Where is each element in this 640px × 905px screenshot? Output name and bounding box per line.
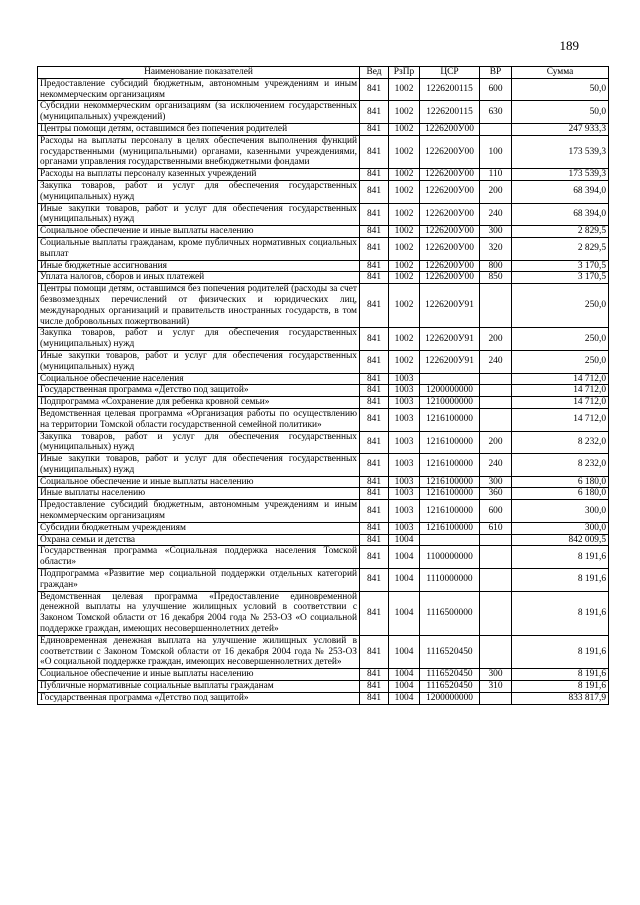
cell-rzpr: 1004 bbox=[389, 569, 420, 592]
cell-name: Государственная программа «Детство под защитой» bbox=[38, 385, 360, 397]
cell-name: Иные закупки товаров, работ и услуг для обеспечения государственных (муниципальных) нужд bbox=[38, 350, 360, 373]
cell-vr: 630 bbox=[480, 101, 512, 124]
table-row bbox=[38, 397, 609, 409]
cell-rzpr: 1003 bbox=[389, 522, 420, 534]
table-row bbox=[38, 272, 609, 284]
cell-ved: 841 bbox=[360, 522, 389, 534]
cell-csr: 1216100000 bbox=[420, 500, 480, 523]
cell-name: Социальные выплаты гражданам, кроме публичных нормативных социальных выплат bbox=[38, 237, 360, 260]
cell-name: Иные выплаты населению bbox=[38, 488, 360, 500]
cell-sum: 173 539,3 bbox=[512, 135, 609, 168]
cell-sum: 8 232,0 bbox=[512, 454, 609, 477]
cell-csr: 1216100000 bbox=[420, 522, 480, 534]
cell-ved: 841 bbox=[360, 203, 389, 226]
cell-name: Ведомственная целевая программа «Организация работы по осуществлению на территории Томской области государственной семейной политики» bbox=[38, 408, 360, 431]
cell-csr: 1226200У91 bbox=[420, 284, 480, 328]
cell-name: Социальное обеспечение и иные выплаты населению bbox=[38, 476, 360, 488]
cell-csr: 1226200У00 bbox=[420, 237, 480, 260]
cell-vr: 600 bbox=[480, 500, 512, 523]
cell-sum: 14 712,0 bbox=[512, 373, 609, 385]
cell-vr bbox=[480, 373, 512, 385]
cell-vr: 800 bbox=[480, 260, 512, 272]
column-header-rzpr: РзПр bbox=[389, 67, 420, 79]
cell-vr bbox=[480, 692, 512, 704]
cell-ved: 841 bbox=[360, 431, 389, 454]
cell-rzpr: 1002 bbox=[389, 272, 420, 284]
table-row bbox=[38, 454, 609, 477]
cell-ved: 841 bbox=[360, 237, 389, 260]
cell-sum: 300,0 bbox=[512, 522, 609, 534]
cell-rzpr: 1003 bbox=[389, 488, 420, 500]
cell-rzpr: 1003 bbox=[389, 373, 420, 385]
cell-rzpr: 1002 bbox=[389, 226, 420, 238]
cell-sum: 8 191,6 bbox=[512, 569, 609, 592]
cell-vr: 240 bbox=[480, 203, 512, 226]
cell-csr: 1226200115 bbox=[420, 101, 480, 124]
table-row bbox=[38, 476, 609, 488]
cell-csr: 1116520450 bbox=[420, 669, 480, 681]
cell-rzpr: 1004 bbox=[389, 692, 420, 704]
cell-name: Государственная программа «Социальная поддержка населения Томской области» bbox=[38, 546, 360, 569]
cell-name: Закупка товаров, работ и услуг для обеспечения государственных (муниципальных) нужд bbox=[38, 180, 360, 203]
cell-sum: 250,0 bbox=[512, 328, 609, 351]
table-row bbox=[38, 123, 609, 135]
cell-name: Субсидии некоммерческим организациям (за исключением государственных (муниципальных) учреждений) bbox=[38, 101, 360, 124]
cell-rzpr: 1002 bbox=[389, 78, 420, 101]
table-body bbox=[38, 78, 609, 704]
cell-csr: 1226200У00 bbox=[420, 226, 480, 238]
cell-sum: 8 191,6 bbox=[512, 546, 609, 569]
cell-ved: 841 bbox=[360, 546, 389, 569]
cell-ved: 841 bbox=[360, 500, 389, 523]
table-row bbox=[38, 500, 609, 523]
cell-name: Иные закупки товаров, работ и услуг для обеспечения государственных (муниципальных) нужд bbox=[38, 203, 360, 226]
cell-sum: 2 829,5 bbox=[512, 226, 609, 238]
cell-ved: 841 bbox=[360, 692, 389, 704]
cell-name: Иные бюджетные ассигнования bbox=[38, 260, 360, 272]
cell-name: Субсидии бюджетным учреждениям bbox=[38, 522, 360, 534]
cell-sum: 250,0 bbox=[512, 350, 609, 373]
table-row bbox=[38, 78, 609, 101]
cell-ved: 841 bbox=[360, 328, 389, 351]
cell-ved: 841 bbox=[360, 591, 389, 635]
cell-vr: 600 bbox=[480, 78, 512, 101]
cell-csr: 1216100000 bbox=[420, 476, 480, 488]
cell-csr: 1226200115 bbox=[420, 78, 480, 101]
cell-vr: 300 bbox=[480, 226, 512, 238]
cell-rzpr: 1003 bbox=[389, 385, 420, 397]
cell-vr: 310 bbox=[480, 681, 512, 693]
cell-sum: 50,0 bbox=[512, 101, 609, 124]
cell-ved: 841 bbox=[360, 534, 389, 546]
cell-csr: 1226200У00 bbox=[420, 180, 480, 203]
cell-csr: 1226200У91 bbox=[420, 350, 480, 373]
page-number: 189 bbox=[559, 38, 579, 53]
table-row bbox=[38, 408, 609, 431]
cell-ved: 841 bbox=[360, 101, 389, 124]
cell-csr: 1226200У00 bbox=[420, 169, 480, 181]
table-row bbox=[38, 203, 609, 226]
cell-rzpr: 1002 bbox=[389, 180, 420, 203]
column-header-name: Наименование показателей bbox=[38, 67, 360, 79]
cell-vr: 850 bbox=[480, 272, 512, 284]
cell-vr: 200 bbox=[480, 431, 512, 454]
cell-ved: 841 bbox=[360, 397, 389, 409]
cell-name: Социальное обеспечение населения bbox=[38, 373, 360, 385]
cell-rzpr: 1004 bbox=[389, 534, 420, 546]
cell-csr: 1200000000 bbox=[420, 385, 480, 397]
cell-ved: 841 bbox=[360, 350, 389, 373]
cell-ved: 841 bbox=[360, 476, 389, 488]
cell-sum: 842 009,5 bbox=[512, 534, 609, 546]
cell-name: Закупка товаров, работ и услуг для обеспечения государственных (муниципальных) нужд bbox=[38, 328, 360, 351]
cell-rzpr: 1002 bbox=[389, 135, 420, 168]
cell-csr: 1100000000 bbox=[420, 546, 480, 569]
budget-table bbox=[37, 66, 609, 705]
cell-ved: 841 bbox=[360, 669, 389, 681]
cell-csr: 1216100000 bbox=[420, 488, 480, 500]
cell-csr: 1116520450 bbox=[420, 681, 480, 693]
cell-csr bbox=[420, 373, 480, 385]
cell-sum: 8 191,6 bbox=[512, 669, 609, 681]
table-row bbox=[38, 692, 609, 704]
cell-vr: 240 bbox=[480, 454, 512, 477]
cell-rzpr: 1004 bbox=[389, 546, 420, 569]
cell-ved: 841 bbox=[360, 681, 389, 693]
cell-name: Публичные нормативные социальные выплаты гражданам bbox=[38, 681, 360, 693]
cell-vr: 110 bbox=[480, 169, 512, 181]
cell-rzpr: 1004 bbox=[389, 669, 420, 681]
table-row bbox=[38, 546, 609, 569]
cell-sum: 14 712,0 bbox=[512, 408, 609, 431]
cell-csr: 1216100000 bbox=[420, 454, 480, 477]
cell-vr bbox=[480, 397, 512, 409]
cell-sum: 173 539,3 bbox=[512, 169, 609, 181]
cell-ved: 841 bbox=[360, 284, 389, 328]
column-header-vr: ВР bbox=[480, 67, 512, 79]
cell-vr bbox=[480, 546, 512, 569]
table-row bbox=[38, 180, 609, 203]
cell-vr: 200 bbox=[480, 180, 512, 203]
cell-vr bbox=[480, 123, 512, 135]
cell-csr: 1116500000 bbox=[420, 591, 480, 635]
cell-sum: 247 933,3 bbox=[512, 123, 609, 135]
cell-rzpr: 1002 bbox=[389, 284, 420, 328]
cell-ved: 841 bbox=[360, 78, 389, 101]
cell-ved: 841 bbox=[360, 569, 389, 592]
cell-vr: 240 bbox=[480, 350, 512, 373]
cell-vr bbox=[480, 534, 512, 546]
cell-csr: 1216100000 bbox=[420, 408, 480, 431]
cell-name: Центры помощи детям, оставшимся без попечения родителей bbox=[38, 123, 360, 135]
table-row bbox=[38, 237, 609, 260]
cell-csr: 1200000000 bbox=[420, 692, 480, 704]
cell-ved: 841 bbox=[360, 454, 389, 477]
cell-ved: 841 bbox=[360, 272, 389, 284]
cell-rzpr: 1003 bbox=[389, 431, 420, 454]
table-row bbox=[38, 431, 609, 454]
cell-rzpr: 1004 bbox=[389, 635, 420, 668]
cell-csr: 1226200У00 bbox=[420, 123, 480, 135]
cell-name: Государственная программа «Детство под защитой» bbox=[38, 692, 360, 704]
cell-name: Иные закупки товаров, работ и услуг для обеспечения государственных (муниципальных) нужд bbox=[38, 454, 360, 477]
table-row bbox=[38, 591, 609, 635]
cell-vr: 610 bbox=[480, 522, 512, 534]
cell-name: Уплата налогов, сборов и иных платежей bbox=[38, 272, 360, 284]
column-header-ved: Вед bbox=[360, 67, 389, 79]
cell-sum: 250,0 bbox=[512, 284, 609, 328]
table-row bbox=[38, 385, 609, 397]
cell-csr: 1116520450 bbox=[420, 635, 480, 668]
cell-rzpr: 1003 bbox=[389, 500, 420, 523]
cell-sum: 8 232,0 bbox=[512, 431, 609, 454]
cell-sum: 8 191,6 bbox=[512, 591, 609, 635]
cell-ved: 841 bbox=[360, 226, 389, 238]
cell-name: Социальное обеспечение и иные выплаты населению bbox=[38, 669, 360, 681]
table-header-row bbox=[38, 67, 609, 79]
cell-csr: 1226200У00 bbox=[420, 260, 480, 272]
cell-csr: 1226200У00 bbox=[420, 272, 480, 284]
cell-ved: 841 bbox=[360, 635, 389, 668]
cell-csr bbox=[420, 534, 480, 546]
cell-sum: 833 817,9 bbox=[512, 692, 609, 704]
table-row bbox=[38, 260, 609, 272]
cell-name: Социальное обеспечение и иные выплаты населению bbox=[38, 226, 360, 238]
cell-name: Центры помощи детям, оставшимся без попечения родителей (расходы за счет безвозмездных перечислений от физических и юридических лиц, международных организаций и правительств иностранных государств, в том числе добровольных пожертвований) bbox=[38, 284, 360, 328]
cell-csr: 1226200У91 bbox=[420, 328, 480, 351]
cell-sum: 3 170,5 bbox=[512, 260, 609, 272]
cell-ved: 841 bbox=[360, 373, 389, 385]
cell-rzpr: 1002 bbox=[389, 101, 420, 124]
cell-sum: 3 170,5 bbox=[512, 272, 609, 284]
column-header-sum: Сумма bbox=[512, 67, 609, 79]
column-header-csr: ЦСР bbox=[420, 67, 480, 79]
table-row bbox=[38, 373, 609, 385]
cell-sum: 8 191,6 bbox=[512, 635, 609, 668]
cell-name: Подпрограмма «Сохранение для ребенка кровной семьи» bbox=[38, 397, 360, 409]
cell-rzpr: 1003 bbox=[389, 454, 420, 477]
cell-vr bbox=[480, 569, 512, 592]
cell-sum: 300,0 bbox=[512, 500, 609, 523]
cell-rzpr: 1002 bbox=[389, 350, 420, 373]
cell-sum: 14 712,0 bbox=[512, 397, 609, 409]
cell-ved: 841 bbox=[360, 123, 389, 135]
cell-rzpr: 1003 bbox=[389, 397, 420, 409]
cell-name: Охрана семьи и детства bbox=[38, 534, 360, 546]
cell-ved: 841 bbox=[360, 488, 389, 500]
cell-rzpr: 1004 bbox=[389, 681, 420, 693]
cell-sum: 6 180,0 bbox=[512, 488, 609, 500]
cell-ved: 841 bbox=[360, 260, 389, 272]
cell-csr: 1210000000 bbox=[420, 397, 480, 409]
table-row bbox=[38, 350, 609, 373]
cell-ved: 841 bbox=[360, 135, 389, 168]
cell-name: Расходы на выплаты персоналу в целях обеспечения выполнения функций государственными (муниципальными) органами, казенными учреждениями, органами управления государственными внебюджетными фондами bbox=[38, 135, 360, 168]
cell-vr: 200 bbox=[480, 328, 512, 351]
cell-vr: 300 bbox=[480, 476, 512, 488]
table-row bbox=[38, 681, 609, 693]
cell-ved: 841 bbox=[360, 169, 389, 181]
cell-name: Ведомственная целевая программа «Предоставление единовременной денежной выплаты на улучшение жилищных условий в соответствии с Законом Томской области от 16 декабря 2004 года № 253-ОЗ «О социальной поддержке граждан, имеющих несовершеннолетних детей» bbox=[38, 591, 360, 635]
cell-ved: 841 bbox=[360, 385, 389, 397]
cell-name: Подпрограмма «Развитие мер социальной поддержки отдельных категорий граждан» bbox=[38, 569, 360, 592]
cell-rzpr: 1002 bbox=[389, 328, 420, 351]
cell-sum: 14 712,0 bbox=[512, 385, 609, 397]
cell-sum: 68 394,0 bbox=[512, 180, 609, 203]
cell-rzpr: 1002 bbox=[389, 169, 420, 181]
cell-sum: 6 180,0 bbox=[512, 476, 609, 488]
cell-vr bbox=[480, 591, 512, 635]
cell-rzpr: 1003 bbox=[389, 408, 420, 431]
cell-rzpr: 1002 bbox=[389, 237, 420, 260]
table-row bbox=[38, 101, 609, 124]
cell-csr: 1226200У00 bbox=[420, 135, 480, 168]
cell-sum: 68 394,0 bbox=[512, 203, 609, 226]
cell-vr bbox=[480, 385, 512, 397]
table-row bbox=[38, 534, 609, 546]
cell-name: Единовременная денежная выплата на улучшение жилищных условий в соответствии с Законом Томской области от 16 декабря 2004 года № 253-ОЗ «О социальной поддержке граждан, имеющих несовершеннолетних детей» bbox=[38, 635, 360, 668]
table-row bbox=[38, 522, 609, 534]
cell-vr: 300 bbox=[480, 669, 512, 681]
cell-ved: 841 bbox=[360, 180, 389, 203]
cell-vr: 100 bbox=[480, 135, 512, 168]
cell-ved: 841 bbox=[360, 408, 389, 431]
cell-csr: 1110000000 bbox=[420, 569, 480, 592]
table-row bbox=[38, 488, 609, 500]
cell-name: Предоставление субсидий бюджетным, автономным учреждениям и иным некоммерческим организациям bbox=[38, 78, 360, 101]
cell-rzpr: 1003 bbox=[389, 476, 420, 488]
table-row bbox=[38, 284, 609, 328]
cell-rzpr: 1002 bbox=[389, 203, 420, 226]
cell-name: Закупка товаров, работ и услуг для обеспечения государственных (муниципальных) нужд bbox=[38, 431, 360, 454]
cell-sum: 8 191,6 bbox=[512, 681, 609, 693]
table-row bbox=[38, 169, 609, 181]
table-row bbox=[38, 669, 609, 681]
cell-rzpr: 1002 bbox=[389, 260, 420, 272]
cell-vr bbox=[480, 408, 512, 431]
cell-vr bbox=[480, 284, 512, 328]
cell-rzpr: 1002 bbox=[389, 123, 420, 135]
table-row bbox=[38, 328, 609, 351]
table-row bbox=[38, 635, 609, 668]
cell-name: Расходы на выплаты персоналу казенных учреждений bbox=[38, 169, 360, 181]
cell-csr: 1216100000 bbox=[420, 431, 480, 454]
cell-sum: 2 829,5 bbox=[512, 237, 609, 260]
cell-vr: 320 bbox=[480, 237, 512, 260]
cell-vr: 360 bbox=[480, 488, 512, 500]
cell-vr bbox=[480, 635, 512, 668]
cell-rzpr: 1004 bbox=[389, 591, 420, 635]
table-row bbox=[38, 226, 609, 238]
cell-csr: 1226200У00 bbox=[420, 203, 480, 226]
table-row bbox=[38, 569, 609, 592]
cell-name: Предоставление субсидий бюджетным, автономным учреждениям и иным некоммерческим организациям bbox=[38, 500, 360, 523]
table-row bbox=[38, 135, 609, 168]
cell-sum: 50,0 bbox=[512, 78, 609, 101]
